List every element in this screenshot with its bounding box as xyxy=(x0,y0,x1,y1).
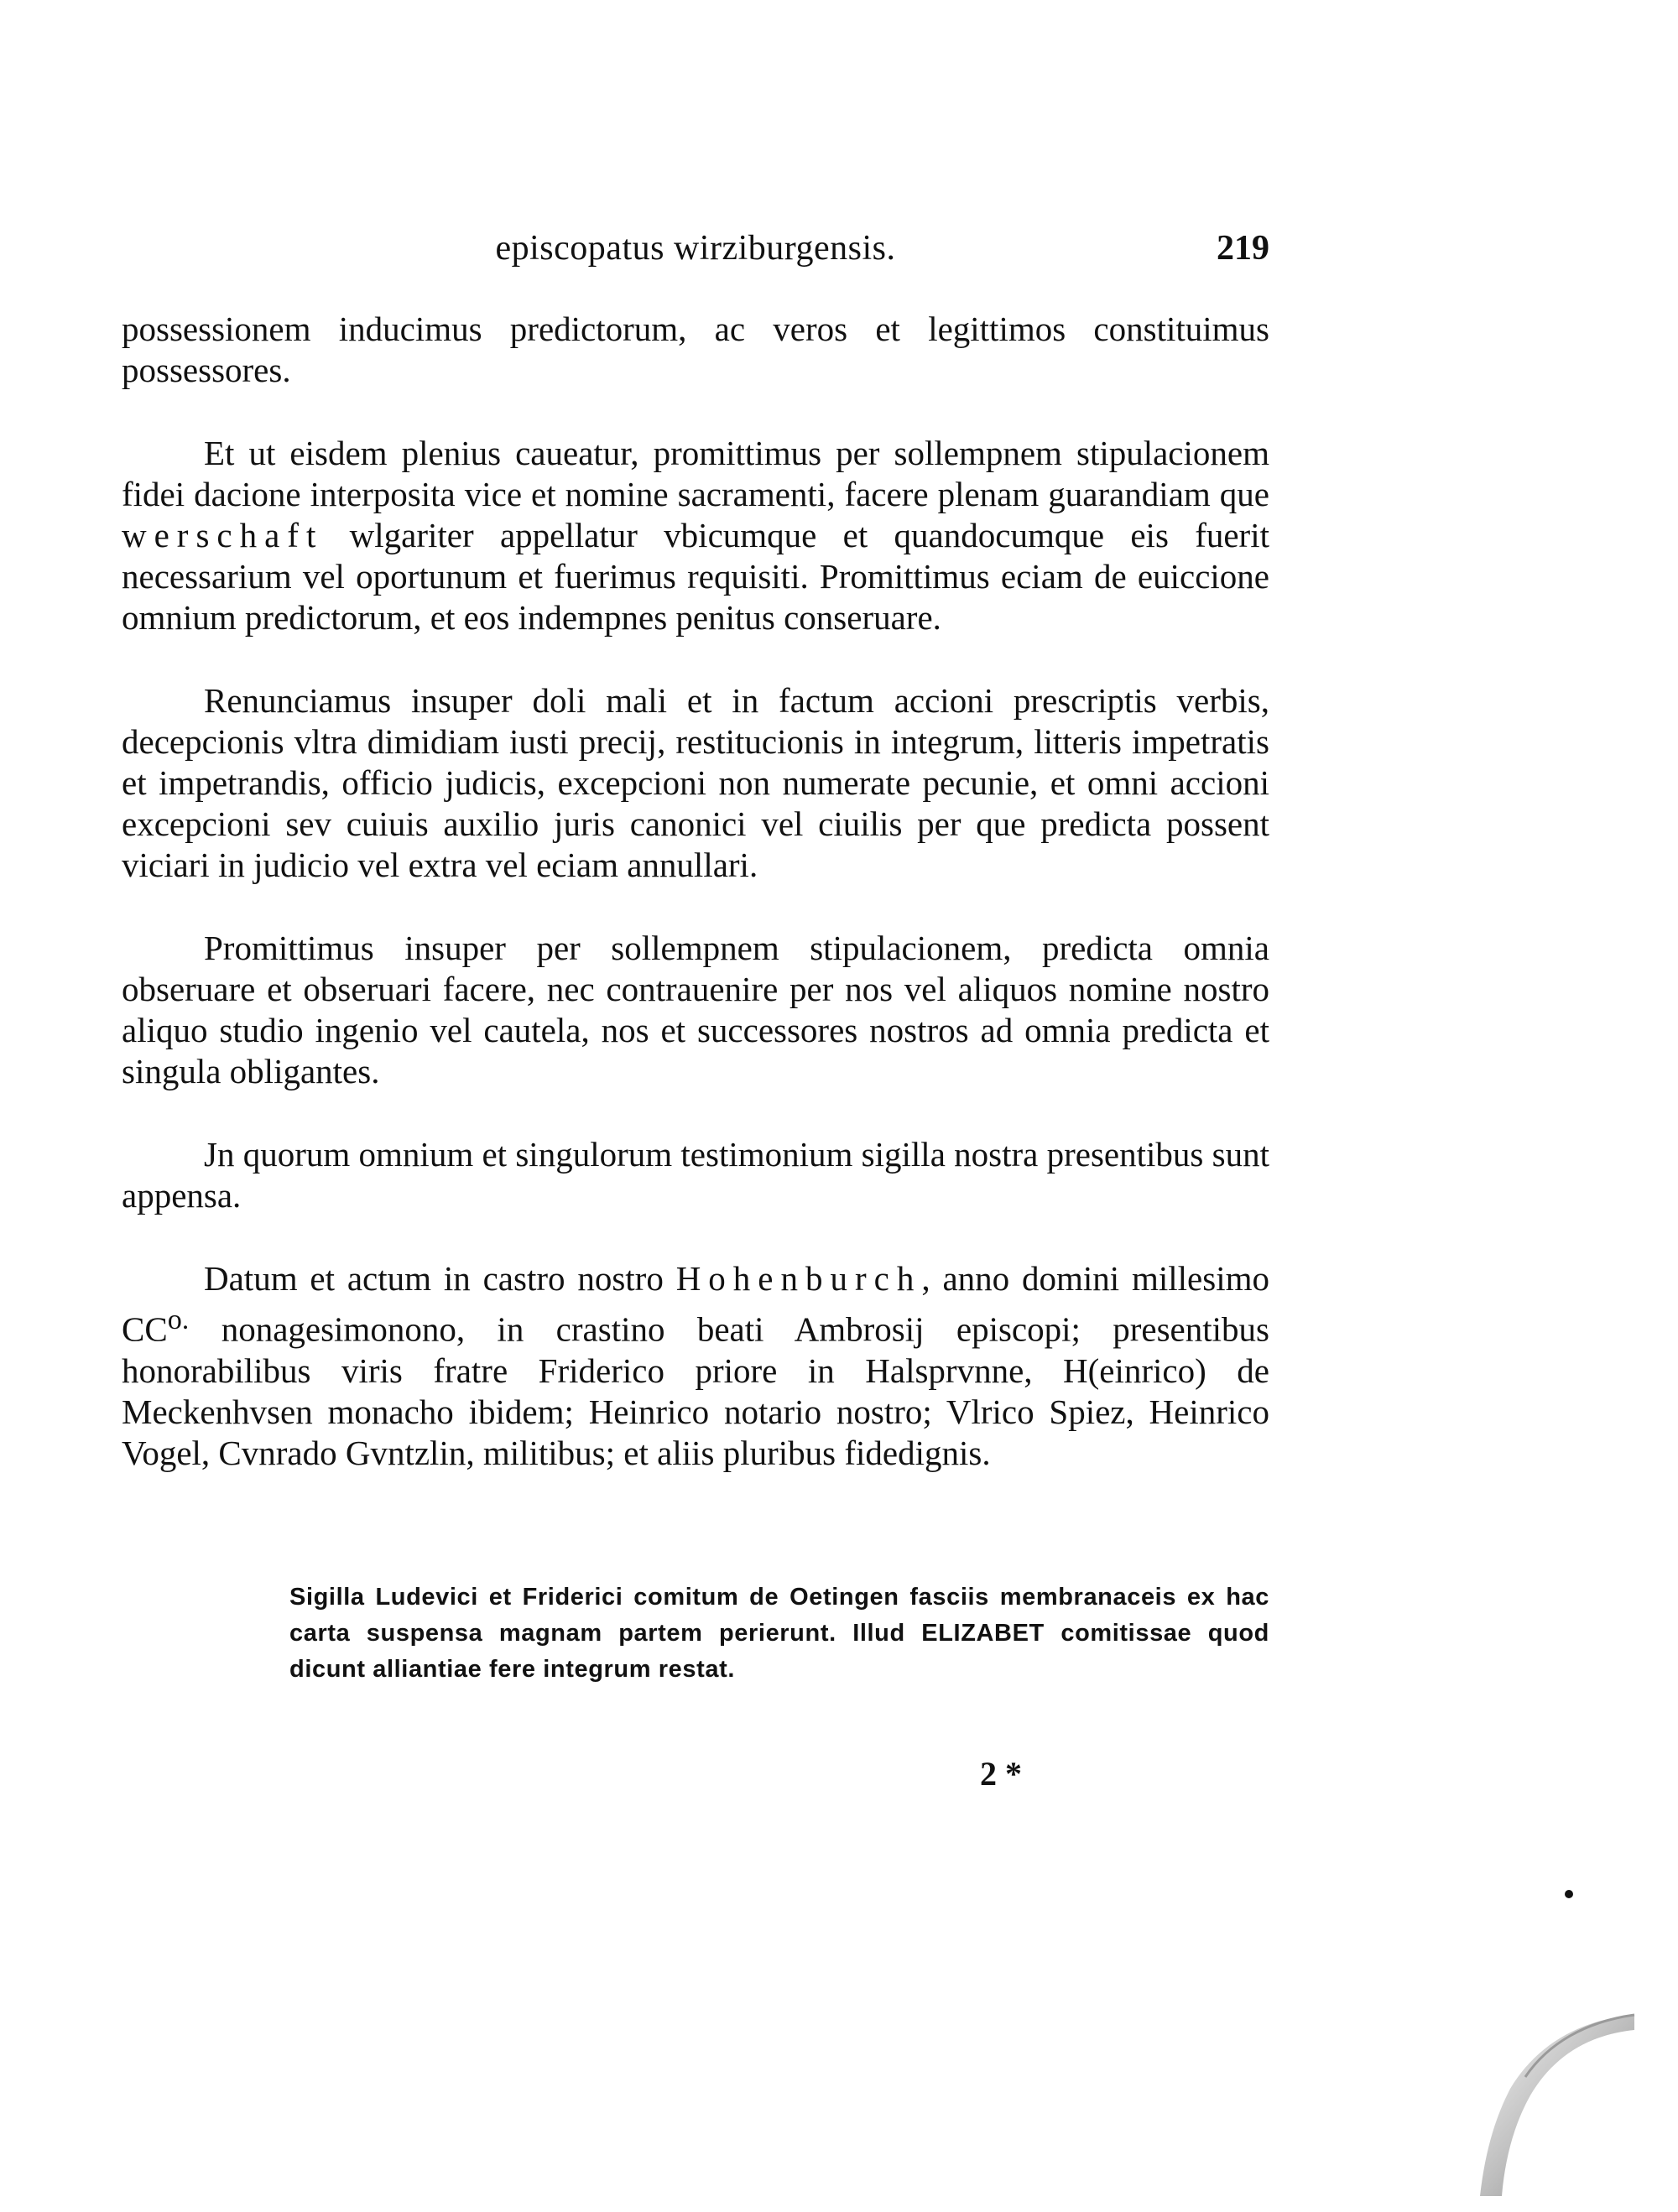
paragraph-4-text: Promittimus insuper per sollempnem stipulacionem, predicta omnia obseruare et obseruari facere, nec contrauenire per nos vel aliquos nomine nostro aliquo studio ingenio vel cautela, nos et successores nostros ad omnia predicta et singula obligantes. xyxy=(122,929,1269,1090)
spaced-term-werschaft: werschaft xyxy=(122,516,324,554)
paragraph-3 xyxy=(122,680,1269,886)
paragraph-6-text-c: nonagesimonono, in crastino beati Ambrosij episcopi; presentibus honorabilibus viris fratre Friderico priore in Halsprvnne, H(einrico) de Meckenhvsen monacho ibidem; Heinrico notario nostro; Vlrico Spiez, Heinrico Vogel, Cvnrado Gvntzlin, militibus; et aliis pluribus fidedignis. xyxy=(122,1309,1269,1472)
paragraph-6-text-a: Datum et actum in castro nostro xyxy=(204,1259,676,1298)
page-number: 219 xyxy=(1217,229,1269,268)
running-title: episcopatus wirziburgensis. xyxy=(495,229,896,268)
paragraph-4 xyxy=(122,928,1269,1092)
paragraph-3-text: Renunciamus insuper doli mali et in factum accioni prescriptis verbis, decepcionis vltra dimidiam iusti precij, restitucionis in integrum, litteris impetratis et impetrandis, officio judicis, excepcioni non numerate pecunie, et omni accioni excepcioni sev cuiuis auxilio juris canonici vel ciuilis per que predicta possent viciari in judicio vel extra vel eciam annullari. xyxy=(122,681,1269,884)
page-curl-artifact xyxy=(1443,1996,1636,2198)
paragraph-1 xyxy=(122,309,1269,391)
spaced-term-hohenburch: Hohenburch xyxy=(675,1259,922,1298)
paragraph-2 xyxy=(122,433,1269,638)
ink-speck xyxy=(1565,1890,1573,1898)
body-text xyxy=(122,309,1269,1516)
running-head xyxy=(122,223,1269,273)
paragraph-2-text-a: Et ut eisdem plenius caueatur, promittimus per sollempnem stipulacionem fidei dacione interposita vice et nomine sacramenti, facere plenam guarandiam que xyxy=(122,434,1269,513)
superscript-ordinal: o. xyxy=(167,1304,190,1335)
signature-mark: 2 * xyxy=(980,1755,1022,1793)
paragraph-5 xyxy=(122,1134,1269,1216)
paragraph-6 xyxy=(122,1258,1269,1474)
footnote: Sigilla Ludevici et Friderici comitum de Oetingen fasciis membranaceis ex hac carta suspensa magnam partem perierunt. Illud ELIZABET comitissae quod dicunt alliantiae fere integrum restat. xyxy=(289,1584,1269,1683)
paragraph-5-text: Jn quorum omnium et singulorum testimonium sigilla nostra presentibus sunt appensa. xyxy=(122,1135,1269,1215)
paragraph-2-text-b: wlgariter appellatur vbicumque et quandocumque eis fuerit necessarium vel oportunum et fuerimus requisiti. Promittimus eciam de euiccione omnium predictorum, et eos indempnes penitus conseruare. xyxy=(122,516,1269,637)
paragraph-1-text: possessionem inducimus predictorum, ac veros et legittimos constituimus possessores. xyxy=(122,310,1269,389)
paragraph-6-text-b: , anno domini millesimo CC xyxy=(122,1259,1269,1349)
